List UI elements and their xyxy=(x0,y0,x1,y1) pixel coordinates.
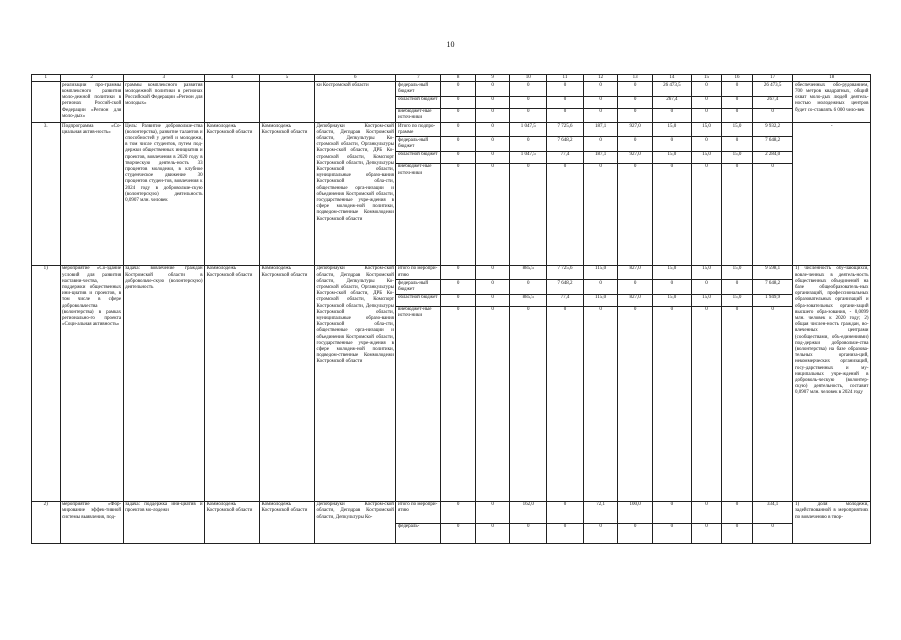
column-number: 1 xyxy=(32,75,61,82)
funding-value: 267,4 xyxy=(652,96,691,108)
funding-value: 0 xyxy=(752,523,793,543)
funding-value: 0 xyxy=(510,137,547,151)
responsible-executor: Коммолодежь Костромской области xyxy=(205,265,260,501)
funding-value: 0 xyxy=(652,108,691,122)
expected-result: обеспеченных обо-рудованием, 700 метров квадратных, общий охват моло-дых людей деятель-ностью молодежных центров будет со-ставлять 6 000 чело-век xyxy=(793,82,871,123)
funding-value: 15,0 xyxy=(722,123,753,137)
funding-value: 1 047,5 xyxy=(510,151,547,163)
funding-value: 0 xyxy=(475,523,510,543)
funding-value: 0 xyxy=(583,96,618,108)
funding-value: 0 xyxy=(722,306,753,501)
column-number: 12 xyxy=(583,75,618,82)
funding-value: 0 xyxy=(652,523,691,543)
funding-value: 0 xyxy=(583,82,618,96)
funding-value: 0 xyxy=(547,108,584,122)
funding-value: 15,0 xyxy=(722,151,753,163)
funding-value: 1 949,9 xyxy=(752,294,793,306)
funding-value: 827,0 xyxy=(618,265,653,279)
column-number: 16 xyxy=(722,75,753,82)
funding-value: 0 xyxy=(547,82,584,96)
funding-value: 0 xyxy=(691,501,722,523)
funding-value: 15,0 xyxy=(652,294,691,306)
participants: Депобрнауки Костром-ской области, Депздрав Костромской области, Депкультуры Ко-стромской области, Органкультуры Костром-ской области, ДРБ Ко-стромской области, Комспорт Костромской области, Депкультуры Костромской области, муниципальные образо-вания Костромской обла-сти, общественные орга-низации и объединения Костромской области, государственные учре-ждения в сфере молодеж-ной политики, подведом-ственные Коммолодежи Костромской области xyxy=(315,265,396,501)
funding-value: 0 xyxy=(752,306,793,501)
table-row xyxy=(32,82,871,96)
funding-value: 0 xyxy=(652,501,691,523)
funding-source: итого по меропри-ятию xyxy=(396,265,441,279)
funding-value: 7 648,2 xyxy=(547,280,584,294)
funding-value: 0 xyxy=(691,82,722,96)
funding-value: 0 xyxy=(510,523,547,543)
funding-value: 0 xyxy=(510,306,547,501)
funding-value: 26 473,5 xyxy=(752,82,793,96)
funding-value: 0 xyxy=(475,163,510,265)
funding-value: 0 xyxy=(618,523,653,543)
funding-source: областной бюджет xyxy=(396,151,441,163)
page-number: 10 xyxy=(446,40,455,49)
funding-value: 0 xyxy=(475,82,510,96)
funding-value: 334,1 xyxy=(752,501,793,523)
funding-value: 0 xyxy=(722,108,753,122)
funding-value: 0 xyxy=(475,280,510,294)
funding-value: 0 xyxy=(475,294,510,306)
funding-value: 0 xyxy=(510,96,547,108)
funding-value: 187,1 xyxy=(583,123,618,137)
column-number: 4 xyxy=(205,75,260,82)
funding-value: 0 xyxy=(618,96,653,108)
funding-value: 0 xyxy=(510,163,547,265)
column-number: 3 xyxy=(123,75,204,82)
funding-source: федераль-ный бюджет xyxy=(396,137,441,151)
column-number: 9 xyxy=(475,75,510,82)
funding-value: 26 473,5 xyxy=(652,82,691,96)
table-row xyxy=(32,265,871,279)
item-number: 2) xyxy=(32,501,61,543)
funding-value: 267,4 xyxy=(752,96,793,108)
funding-value: 0 xyxy=(441,265,476,279)
funding-value: 0 xyxy=(722,523,753,543)
expected-result: - xyxy=(793,123,871,266)
funding-value: 0 xyxy=(441,123,476,137)
funding-value: 9 932,2 xyxy=(752,123,793,137)
funding-value: 9 598,1 xyxy=(752,265,793,279)
funding-value: 0 xyxy=(652,163,691,265)
column-number-row xyxy=(32,75,871,82)
item-number: 1) xyxy=(32,265,61,501)
goal-task: задача: вовлечение граждан Костромской области в добровольче-скую (волонтерскую) деятельность xyxy=(123,265,204,501)
funding-value: 15,0 xyxy=(652,265,691,279)
funding-value: 0 xyxy=(441,501,476,523)
column-number: 18 xyxy=(793,75,871,82)
goal-task: задача: поддержка ини-циатив и проектов мо-лодежи xyxy=(123,501,204,543)
funding-value: 0 xyxy=(583,280,618,294)
funding-source: Итого по подпро-грамме xyxy=(396,123,441,137)
funding-value: 0 xyxy=(441,108,476,122)
item-number xyxy=(32,82,61,123)
funding-value: 0 xyxy=(722,82,753,96)
funding-value: 0 xyxy=(618,137,653,151)
funding-value: 0 xyxy=(691,163,722,265)
funding-value: 0 xyxy=(475,306,510,501)
column-number: 11 xyxy=(547,75,584,82)
funding-value: 827,0 xyxy=(618,294,653,306)
funding-value: 0 xyxy=(618,280,653,294)
funding-value: 0 xyxy=(441,137,476,151)
column-number: 15 xyxy=(691,75,722,82)
funding-value: 7 648,2 xyxy=(547,137,584,151)
funding-value: 0 xyxy=(652,280,691,294)
column-number: 14 xyxy=(652,75,691,82)
funding-value: 115,0 xyxy=(583,265,618,279)
funding-source: внебюджет-ные источ-ники xyxy=(396,163,441,265)
expected-result: 1) численность обу-чающихся, вовле-ченных в деятель-ность общественных объединений на базе общеобразователь-ных организаций, профессиональных образовательных организаций и обра-зовательных органи-заций высшего обра-зования, - 0,0099 млн. человек к 2020 году; 2) общая числен-ность граждан, во-влеченных центрами (сообществами, объ-единениями) под-держки добровольче-ства (волонтерства) на базе образова-тельных организа-ций, некоммерческих организаций, госу-дарственных и му-ниципальных учре-ждений в доброволь-ческую (волонтер-скую) деятельность, составит 0,0907 млн. человек в 2024 году xyxy=(793,265,871,501)
funding-value: 0 xyxy=(475,151,510,163)
funding-value: 885,5 xyxy=(510,265,547,279)
funding-value: 15,0 xyxy=(652,151,691,163)
funding-source: итого по меропри-ятию xyxy=(396,501,441,523)
funding-value: 0 xyxy=(691,523,722,543)
funding-value: 0 xyxy=(475,501,510,523)
funding-value: 0 xyxy=(618,306,653,501)
funding-value: 0 xyxy=(691,137,722,151)
table-row xyxy=(32,501,871,523)
funding-value: 2 284,0 xyxy=(752,151,793,163)
funding-value: 0 xyxy=(475,96,510,108)
funding-value: 115,0 xyxy=(583,294,618,306)
funding-value: 1 047,5 xyxy=(510,123,547,137)
funding-value: 0 xyxy=(441,151,476,163)
funding-value: 7 725,6 xyxy=(547,265,584,279)
responsible-executor: Коммолодежь Костромской области xyxy=(205,123,260,266)
funding-value: 0 xyxy=(691,306,722,501)
funding-value: 0 xyxy=(510,280,547,294)
funding-value: 7 725,6 xyxy=(547,123,584,137)
funding-value: 100,0 xyxy=(618,501,653,523)
funding-value: 0 xyxy=(752,163,793,265)
budget-table xyxy=(31,74,871,544)
funding-value: 0 xyxy=(618,163,653,265)
item-number: 3. xyxy=(32,123,61,266)
expected-result: 1) доля молодежи, задействованной в мероприятиях по вовлечению в твор- xyxy=(793,501,871,543)
program-name: реализации про-граммы комплексного развития моло-дежной политики в регионах Россий-ской Федерации «Регион для моло-дых» xyxy=(60,82,123,123)
funding-value: 0 xyxy=(722,96,753,108)
funding-value: 0 xyxy=(510,82,547,96)
funding-value: 7 648,2 xyxy=(752,137,793,151)
funding-source: внебюджет-ные источ-ники xyxy=(396,108,441,122)
column-number: 17 xyxy=(752,75,793,82)
funding-source: федераль-ный бюджет xyxy=(396,82,441,96)
funding-source: областной бюджет xyxy=(396,96,441,108)
funding-value: 0 xyxy=(618,82,653,96)
goal-task: Цель: Развитие добровольче-ства (волонтерства), развитие талантов и способностей у детей и молодежи, в том числе студентов, путем под-держки общественных инициатив и проектов, вовлечения в 2020 году в творческую деятель-ность 33 процентов молодежи, в клубное студенческое движение 30 процентов студен-тов, вовлечения к 2024 году в добровольче-скую (волонтерскую) деятельность 0,0907 млн. человек xyxy=(123,123,204,266)
funding-value: 0 xyxy=(652,306,691,501)
funding-value: 15,0 xyxy=(691,151,722,163)
column-number: 5 xyxy=(260,75,315,82)
funding-source: федераль-ный бюджет xyxy=(396,280,441,294)
funding-value: 0 xyxy=(475,265,510,279)
funding-value: 0 xyxy=(691,280,722,294)
program-name: Подпрограмма «Со-циальная актив-ность» xyxy=(60,123,123,266)
funding-value: 15,0 xyxy=(722,294,753,306)
funding-value: 0 xyxy=(752,108,793,122)
funding-value: 15,0 xyxy=(691,294,722,306)
participants: ки Костромской области xyxy=(315,82,396,123)
funding-value: 0 xyxy=(475,108,510,122)
funding-value: 0 xyxy=(547,501,584,523)
program-name: мероприятие «Фор-мирование эффек-тивной системы выявления, под- xyxy=(60,501,123,543)
funding-value: 0 xyxy=(547,523,584,543)
funding-value: 0 xyxy=(441,306,476,501)
funding-value: 15,0 xyxy=(722,265,753,279)
funding-value: 15,0 xyxy=(691,123,722,137)
funding-value: 187,1 xyxy=(583,151,618,163)
column-number: 6 xyxy=(315,75,396,82)
funding-value: 0 xyxy=(441,96,476,108)
funding-value: 15,0 xyxy=(691,265,722,279)
funding-source: областной бюджет xyxy=(396,294,441,306)
coordinator xyxy=(260,82,315,123)
funding-value: 927,0 xyxy=(618,151,653,163)
funding-value: 72,1 xyxy=(583,501,618,523)
funding-source: внебюджет-ные источ-ники xyxy=(396,306,441,501)
table-row xyxy=(32,123,871,137)
funding-value: 0 xyxy=(583,163,618,265)
funding-value: 0 xyxy=(547,306,584,501)
funding-value: 0 xyxy=(583,137,618,151)
funding-value: 885,5 xyxy=(510,294,547,306)
funding-value: 0 xyxy=(583,523,618,543)
coordinator: Коммолодежь Костромской области xyxy=(260,265,315,501)
column-number: 7 xyxy=(396,75,441,82)
funding-value: 0 xyxy=(441,82,476,96)
funding-value: 0 xyxy=(722,163,753,265)
funding-value: 0 xyxy=(583,306,618,501)
funding-value: 0 xyxy=(475,137,510,151)
coordinator: Коммолодежь Костромской области xyxy=(260,501,315,543)
funding-value: 0 xyxy=(441,163,476,265)
funding-value: 0 xyxy=(547,163,584,265)
funding-value: 0 xyxy=(441,294,476,306)
funding-value: 0 xyxy=(722,137,753,151)
funding-value: 0 xyxy=(583,108,618,122)
funding-value: 0 xyxy=(441,523,476,543)
column-number: 2 xyxy=(60,75,123,82)
funding-value: 162,0 xyxy=(510,501,547,523)
program-name: мероприятие «Со-здание условий для развития наставни-чества, поддержки общественных ини-циатив и проектов, в том числе в сфере добровольчества (волонтерства) в рамках регионально-го проекта «Соци-альная активность» xyxy=(60,265,123,501)
column-number: 10 xyxy=(510,75,547,82)
participants: Депобрнауки Костром-ской области, Депздрав Костромской области, Депкультуры Ко-стромской области, Органкультуры Костром-ской области, ДРБ Ко-стромской области, Комспорт Костромской области, Депкультуры Костромской области, муниципальные образо-вания Костромской обла-сти, общественные орга-низации и объединения Костромской области, государственные учре-ждения в сфере молодеж-ной политики, подведом-ственные Коммолодежи Костромской области xyxy=(315,123,396,266)
funding-value: 0 xyxy=(510,108,547,122)
responsible-executor: Коммолодежь Костромской области xyxy=(205,501,260,543)
funding-value: 0 xyxy=(547,96,584,108)
funding-value: 0 xyxy=(691,96,722,108)
participants: Депобрнауки Костром-ской области, Депздрав Костромской области, Депкультуры Ко- xyxy=(315,501,396,543)
funding-value: 0 xyxy=(691,108,722,122)
funding-value: 15,0 xyxy=(652,123,691,137)
funding-value: 77,4 xyxy=(547,151,584,163)
funding-value: 0 xyxy=(722,280,753,294)
funding-value: 927,0 xyxy=(618,123,653,137)
coordinator: Коммолодежь Костромской области xyxy=(260,123,315,266)
column-number: 8 xyxy=(441,75,476,82)
funding-value: 0 xyxy=(441,280,476,294)
column-number: 13 xyxy=(618,75,653,82)
responsible-executor xyxy=(205,82,260,123)
funding-value: 0 xyxy=(618,108,653,122)
funding-source: федераль- xyxy=(396,523,441,543)
funding-value: 0 xyxy=(475,123,510,137)
funding-value: 0 xyxy=(652,137,691,151)
funding-value: 7 648,2 xyxy=(752,280,793,294)
funding-value: 0 xyxy=(722,501,753,523)
funding-value: 77,4 xyxy=(547,294,584,306)
goal-task: граммы комплексного развития молодежной политики в регионах Российской Федерации «Регион для молодых» xyxy=(123,82,204,123)
